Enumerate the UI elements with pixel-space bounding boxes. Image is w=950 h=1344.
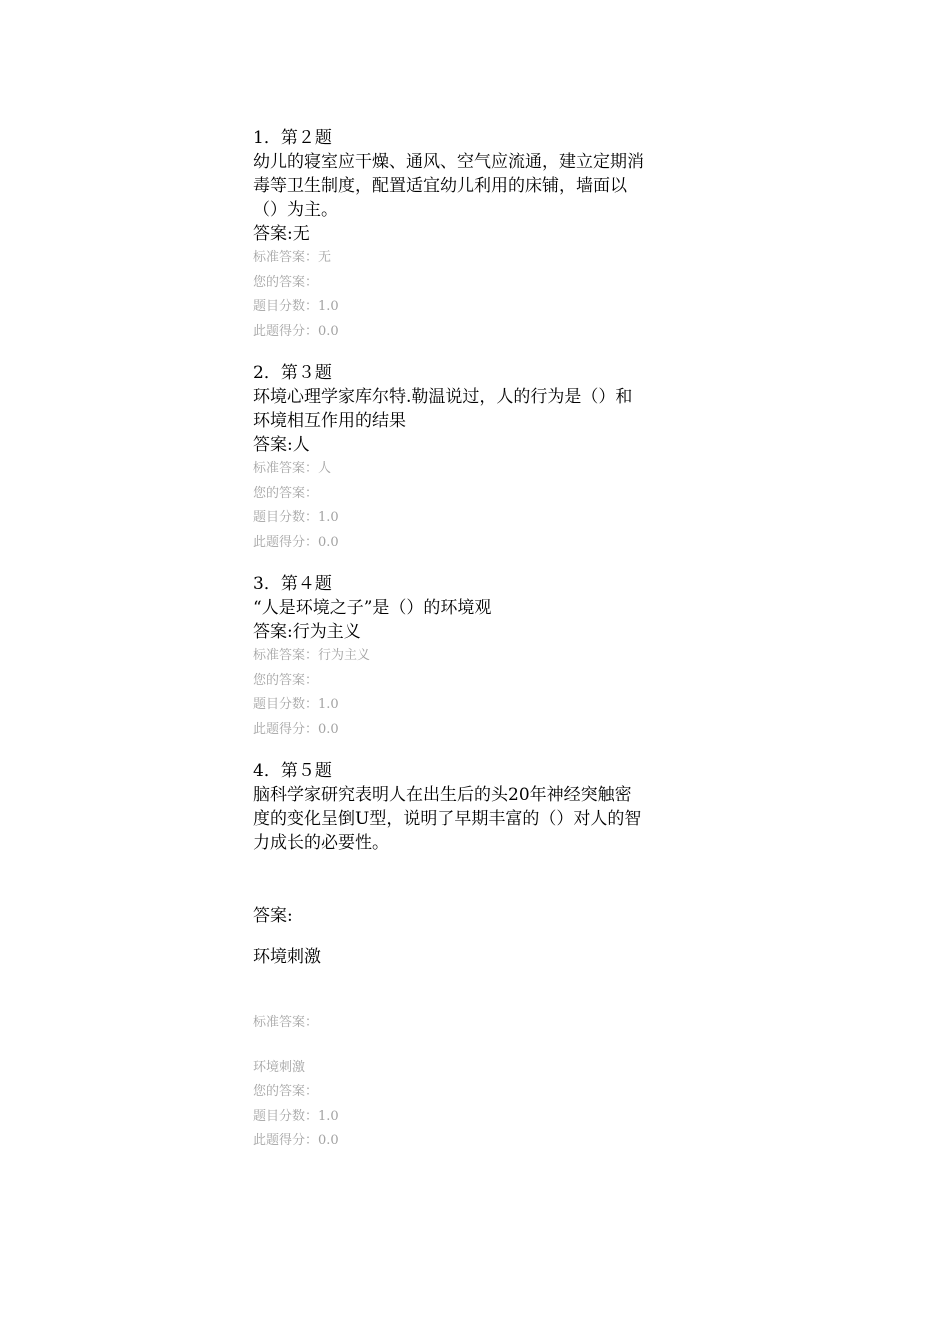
your-answer: 您的答案： <box>253 485 319 501</box>
question-text-line: 脑科学家研究表明人在出生后的头20年神经突触密 <box>253 785 632 805</box>
score-earned: 此题得分：0.0 <box>253 721 339 737</box>
standard-answer-label: 标准答案： <box>253 1015 319 1030</box>
question-text-line: 毒等卫生制度，配置适宜幼儿利用的床铺，墙面以 <box>253 176 627 196</box>
question-text-line: 幼儿的寝室应干燥、通风、空气应流通，建立定期消 <box>253 152 644 172</box>
spacer <box>253 855 713 904</box>
question-text-line: 环境相互作用的结果 <box>253 411 406 431</box>
standard-answer: 标准答案：人 <box>253 461 332 476</box>
question-heading: 2．第３题 <box>253 363 332 383</box>
spacer <box>253 555 713 572</box>
score-earned: 此题得分：0.0 <box>253 1133 339 1148</box>
question-text-line: 力成长的必要性。 <box>253 833 389 853</box>
standard-answer: 标准答案：行为主义 <box>253 648 371 663</box>
question-3 <box>253 572 713 742</box>
answer: 答案:人 <box>253 435 310 455</box>
spacer <box>253 742 713 759</box>
question-heading: 1．第２题 <box>253 128 332 148</box>
question-heading: 3．第４题 <box>253 574 332 594</box>
answer: 答案:无 <box>253 224 310 244</box>
question-text-line: “人是环境之子”是（）的环境观 <box>253 598 492 618</box>
answer: 答案:行为主义 <box>253 622 361 642</box>
question-text-line: （）为主。 <box>253 200 338 220</box>
your-answer: 您的答案： <box>253 1084 319 1099</box>
your-answer: 您的答案： <box>253 274 319 290</box>
exam-results <box>253 126 713 1154</box>
answer-label: 答案: <box>253 906 293 926</box>
spacer <box>253 344 713 361</box>
question-4 <box>253 759 713 1154</box>
question-score: 题目分数：1.0 <box>253 510 339 525</box>
question-score: 题目分数：1.0 <box>253 697 339 712</box>
score-earned: 此题得分：0.0 <box>253 534 339 550</box>
question-heading: 4．第５题 <box>253 761 332 781</box>
score-earned: 此题得分：0.0 <box>253 323 339 339</box>
spacer <box>253 969 713 1011</box>
standard-answer: 标准答案：无 <box>253 250 332 265</box>
question-text-line: 度的变化呈倒U型，说明了早期丰富的（）对人的智 <box>253 809 642 829</box>
question-1 <box>253 126 713 344</box>
question-text-line: 环境心理学家库尔特.勒温说过，人的行为是（）和 <box>253 387 633 407</box>
question-2 <box>253 361 713 555</box>
spacer <box>253 928 713 945</box>
answer-value: 环境刺激 <box>253 947 321 967</box>
spacer <box>253 1036 713 1056</box>
standard-answer-value: 环境刺激 <box>253 1059 306 1075</box>
your-answer: 您的答案： <box>253 672 319 688</box>
question-score: 题目分数：1.0 <box>253 1108 339 1124</box>
question-score: 题目分数：1.0 <box>253 299 339 314</box>
